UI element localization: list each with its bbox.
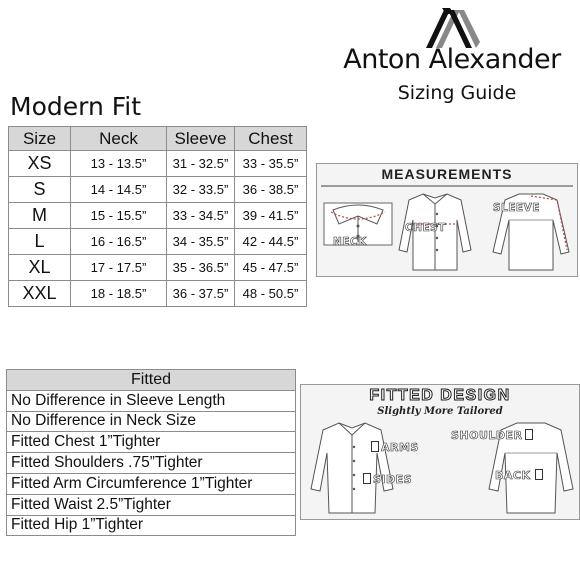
sleeve-label: SLEEVE	[493, 202, 540, 214]
table-row	[7, 494, 296, 515]
fitted-design-title: FITTED DESIGN	[369, 387, 511, 404]
chest-cell: 33 - 35.5”	[235, 151, 307, 177]
back-label	[495, 469, 545, 482]
sleeve-cell: 35 - 36.5”	[167, 255, 235, 281]
arms-label-text: ARMS	[381, 441, 419, 454]
table-row	[9, 255, 307, 281]
brand-subtitle: Sizing Guide	[397, 82, 517, 104]
checkbox-icon	[371, 441, 379, 452]
checkbox-icon	[363, 473, 371, 484]
chest-label: CHEST	[405, 222, 446, 234]
neck-cell: 17 - 17.5”	[71, 255, 167, 281]
size-cell: S	[9, 177, 71, 203]
neck-cell: 15 - 15.5”	[71, 203, 167, 229]
table-row	[9, 203, 307, 229]
fitted-cell: Fitted Shoulders .75”Tighter	[7, 453, 296, 474]
fitted-cell: Fitted Hip 1”Tighter	[7, 515, 296, 536]
table-row	[7, 390, 296, 411]
brand-header	[318, 4, 580, 108]
divider	[321, 185, 573, 187]
measurements-title: MEASUREMENTS	[381, 166, 513, 182]
size-cell: XS	[9, 151, 71, 177]
header-chest: Chest	[235, 127, 307, 151]
fitted-design-subtitle: Slightly More Tailored	[377, 406, 503, 417]
neck-cell: 13 - 13.5”	[71, 151, 167, 177]
fitted-cell: No Difference in Sleeve Length	[7, 390, 296, 411]
table-row	[7, 473, 296, 494]
modern-fit-title: Modern Fit	[10, 92, 142, 121]
shoulder-label-text: SHOULDER	[451, 429, 523, 442]
size-cell: L	[9, 229, 71, 255]
table-row	[7, 515, 296, 536]
measurements-panel	[316, 163, 578, 277]
table-row	[7, 453, 296, 474]
size-cell: XL	[9, 255, 71, 281]
size-cell: M	[9, 203, 71, 229]
checkbox-icon	[525, 429, 533, 440]
sleeve-cell: 32 - 33.5”	[167, 177, 235, 203]
sleeve-cell: 34 - 35.5”	[167, 229, 235, 255]
size-cell: XXL	[9, 281, 71, 307]
chest-cell: 45 - 47.5”	[235, 255, 307, 281]
fitted-design-panel	[300, 384, 580, 520]
neck-label: NECK	[333, 236, 367, 248]
neck-cell: 16 - 16.5”	[71, 229, 167, 255]
table-row	[9, 177, 307, 203]
table-row	[9, 151, 307, 177]
table-header-row	[7, 370, 296, 391]
sides-label	[363, 473, 412, 486]
fitted-cell: Fitted Arm Circumference 1”Tighter	[7, 473, 296, 494]
header-sleeve: Sleeve	[167, 127, 235, 151]
chest-cell: 48 - 50.5”	[235, 281, 307, 307]
sides-label-text: SIDES	[373, 473, 413, 486]
shirt-front-icon	[307, 419, 397, 517]
table-row	[7, 432, 296, 453]
sleeve-cell: 33 - 34.5”	[167, 203, 235, 229]
table-row	[7, 411, 296, 432]
chest-cell: 36 - 38.5”	[235, 177, 307, 203]
fitted-cell: No Difference in Neck Size	[7, 411, 296, 432]
fitted-table	[6, 369, 296, 536]
header-neck: Neck	[71, 127, 167, 151]
shoulder-label	[451, 429, 535, 442]
brand-name: Anton Alexander	[343, 44, 561, 75]
checkbox-icon	[535, 469, 543, 480]
neck-cell: 18 - 18.5”	[71, 281, 167, 307]
fitted-header: Fitted	[7, 370, 296, 391]
fitted-cell: Fitted Chest 1”Tighter	[7, 432, 296, 453]
fitted-cell: Fitted Waist 2.5”Tighter	[7, 494, 296, 515]
sleeve-cell: 31 - 32.5”	[167, 151, 235, 177]
modern-fit-table	[8, 126, 307, 307]
table-row	[9, 229, 307, 255]
chest-cell: 42 - 44.5”	[235, 229, 307, 255]
table-row	[9, 281, 307, 307]
back-label-text: BACK	[495, 469, 531, 482]
chest-cell: 39 - 41.5”	[235, 203, 307, 229]
arms-label	[371, 441, 419, 454]
neck-cell: 14 - 14.5”	[71, 177, 167, 203]
table-header-row	[9, 127, 307, 151]
header-size: Size	[9, 127, 71, 151]
sleeve-cell: 36 - 37.5”	[167, 281, 235, 307]
